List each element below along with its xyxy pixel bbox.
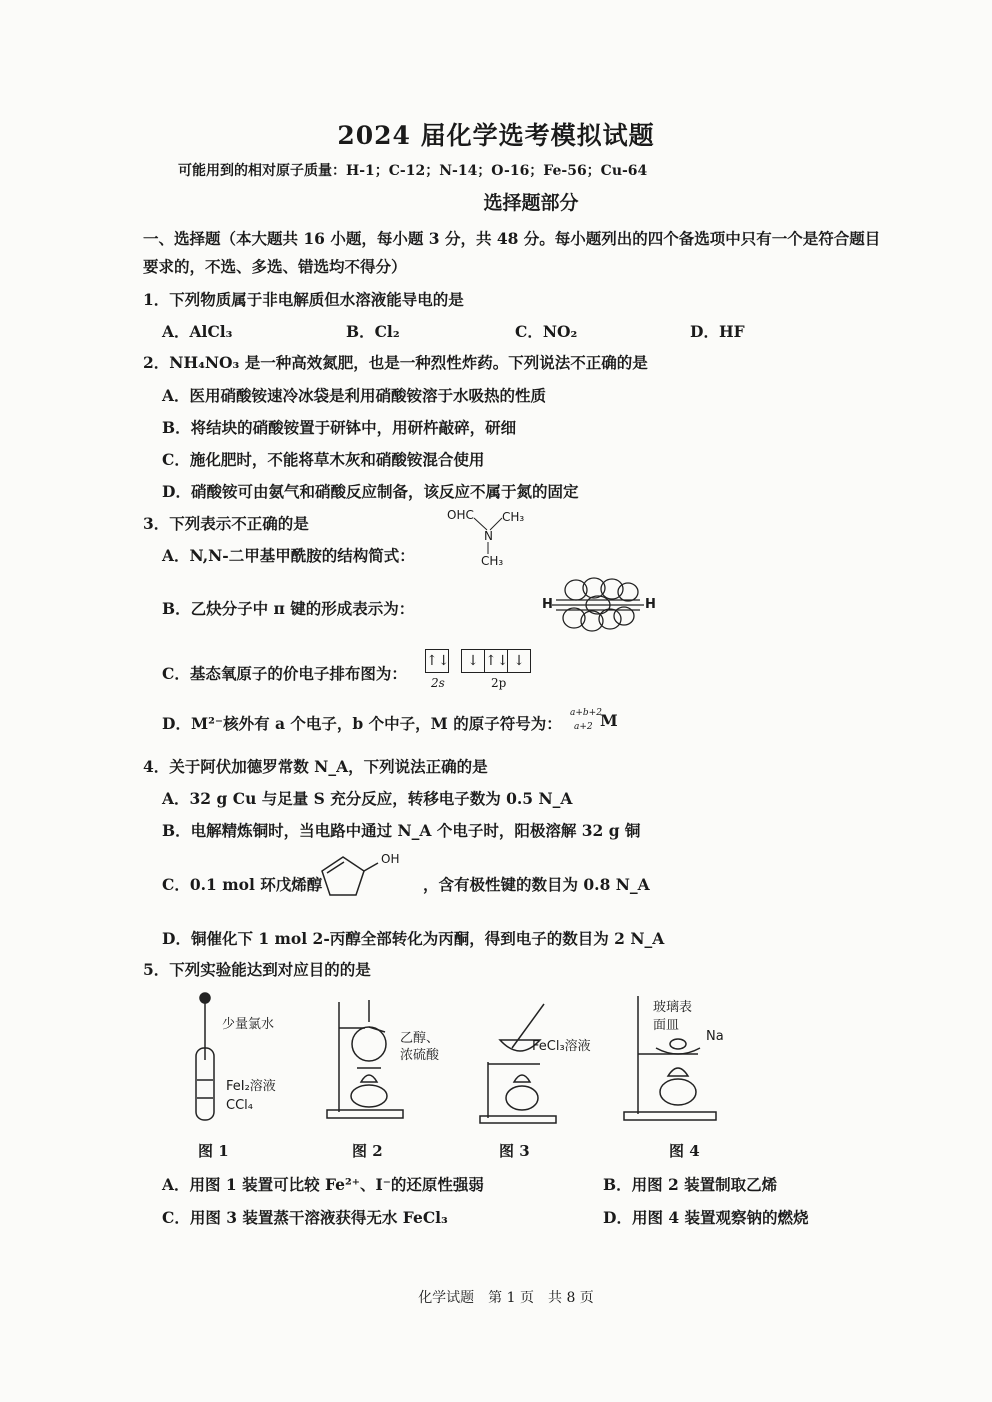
- pi-bond-diagram: [552, 578, 644, 634]
- q5-option-c: C．用图 3 装置蒸干溶液获得无水 FeCl₃: [162, 1208, 448, 1227]
- fig2-flask-apparatus: [325, 992, 405, 1122]
- fig1-annotation-1: 少量氯水: [222, 1017, 275, 1032]
- orbital-2s-box: ↑↓: [425, 649, 449, 673]
- q2-option-b: B．将结块的硝酸铵置于研钵中，用研杵敲碎，研细: [162, 418, 517, 437]
- fig4-annotation-2: 面皿: [653, 1018, 680, 1033]
- q2-option-a: A．医用硝酸铵速冷冰袋是利用硝酸铵溶于水吸热的性质: [162, 386, 547, 405]
- fig2-annotation-1: 乙醇、: [400, 1031, 440, 1046]
- fig1-annotation-3: CCl₄: [226, 1098, 253, 1113]
- q4-option-c-tail: ，含有极性键的数目为 0.8 N_A: [423, 875, 650, 894]
- fig1-annotation-2: FeI₂溶液: [226, 1079, 276, 1094]
- fig1-label: 图 1: [198, 1142, 229, 1160]
- orbital-2p-box-2: ↑↓: [484, 650, 507, 672]
- instructions-line-1: 一、选择题（本大题共 16 小题，每小题 3 分，共 48 分。每小题列出的四个备选项中只有一个是符合题目: [143, 229, 881, 248]
- fig4-annotation-1: 玻璃表: [653, 1000, 693, 1015]
- struct-ch3-top: CH₃: [502, 510, 525, 524]
- fig3-label: 图 3: [499, 1142, 530, 1160]
- q1-option-d: D．HF: [690, 322, 745, 341]
- q5-option-a: A．用图 1 装置可比较 Fe²⁺、I⁻的还原性强弱: [162, 1175, 484, 1194]
- page-title: 2024 届化学选考模拟试题: [337, 121, 655, 150]
- orbital-2p-group: [461, 649, 531, 673]
- orbital-2p-box-1: ↓: [467, 653, 479, 669]
- element-symbol: M: [600, 711, 618, 730]
- fig2-label: 图 2: [352, 1142, 383, 1160]
- orbital-2p-box-3: ↓: [507, 650, 530, 672]
- q2-stem: 2．NH₄NO₃ 是一种高效氮肥，也是一种烈性炸药。下列说法不正确的是: [143, 353, 648, 372]
- atomic-number: a+2: [574, 722, 593, 732]
- struct-ch3-bottom: CH₃: [481, 554, 504, 568]
- fig2-annotation-2: 浓硫酸: [400, 1048, 440, 1063]
- q5-option-d: D．用图 4 装置观察钠的燃烧: [603, 1208, 809, 1227]
- q4-option-b: B．电解精炼铜时，当电路中通过 N_A 个电子时，阳极溶解 32 g 铜: [162, 821, 641, 840]
- q3-stem: 3．下列表示不正确的是: [143, 514, 309, 533]
- q3-option-d: D．M²⁻核外有 a 个电子，b 个中子，M 的原子符号为：: [162, 714, 562, 733]
- q4-option-a: A．32 g Cu 与足量 S 充分反应，转移电子数为 0.5 N_A: [162, 789, 573, 808]
- q1-option-a: A．AlCl₃: [162, 322, 233, 341]
- fig1-test-tube-apparatus: [185, 990, 225, 1130]
- q5-option-b: B．用图 2 装置制取乙烯: [603, 1175, 778, 1194]
- fig3-annotation-1: FeCl₃溶液: [532, 1039, 591, 1054]
- atomic-masses: 可能用到的相对原子质量：H-1；C-12；N-14；O-16；Fe-56；Cu-64: [178, 163, 648, 179]
- fig3-evaporating-dish-apparatus: [478, 1000, 558, 1125]
- instructions-line-2: 要求的，不选、多选、错选均不得分）: [143, 257, 407, 276]
- q1-option-b: B．Cl₂: [346, 322, 400, 341]
- q2-option-c: C．施化肥时，不能将草木灰和硝酸铵混合使用: [162, 450, 485, 469]
- q5-stem: 5．下列实验能达到对应目的的是: [143, 960, 371, 979]
- orbital-2p-label: 2p: [491, 676, 507, 690]
- q3-option-a: A．N,N-二甲基甲酰胺的结构简式：: [162, 546, 415, 565]
- q3-option-c: C．基态氧原子的价电子排布图为：: [162, 664, 407, 683]
- q3-option-b: B．乙炔分子中 π 键的形成表示为：: [162, 599, 415, 618]
- section-title: 选择题部分: [483, 192, 579, 214]
- q1-stem: 1．下列物质属于非电解质但水溶液能导电的是: [143, 290, 464, 309]
- orbital-2s-label: 2s: [431, 676, 445, 690]
- cyclopentenol-oh: OH: [381, 852, 400, 866]
- fig4-label: 图 4: [669, 1142, 700, 1160]
- acetylene-h-right: H: [645, 597, 656, 612]
- struct-n: N: [484, 529, 493, 543]
- mass-number: a+b+2: [570, 708, 602, 718]
- q1-option-c: C．NO₂: [515, 322, 578, 341]
- acetylene-h-left: H: [542, 597, 553, 612]
- fig4-annotation-3: Na: [706, 1029, 724, 1044]
- q4-stem: 4．关于阿伏加德罗常数 N_A，下列说法正确的是: [143, 757, 488, 776]
- q2-option-d: D．硝酸铵可由氨气和硝酸反应制备，该反应不属于氮的固定: [162, 482, 579, 501]
- q4-option-c: C．0.1 mol 环戊烯醇: [162, 875, 323, 894]
- q4-option-d: D．铜催化下 1 mol 2-丙醇全部转化为丙酮，得到电子的数目为 2 N_A: [162, 929, 665, 948]
- struct-bonds: [470, 514, 510, 559]
- page-footer: 化学试题 第 1 页 共 8 页: [418, 1290, 594, 1306]
- struct-ohc: OHC: [447, 508, 474, 522]
